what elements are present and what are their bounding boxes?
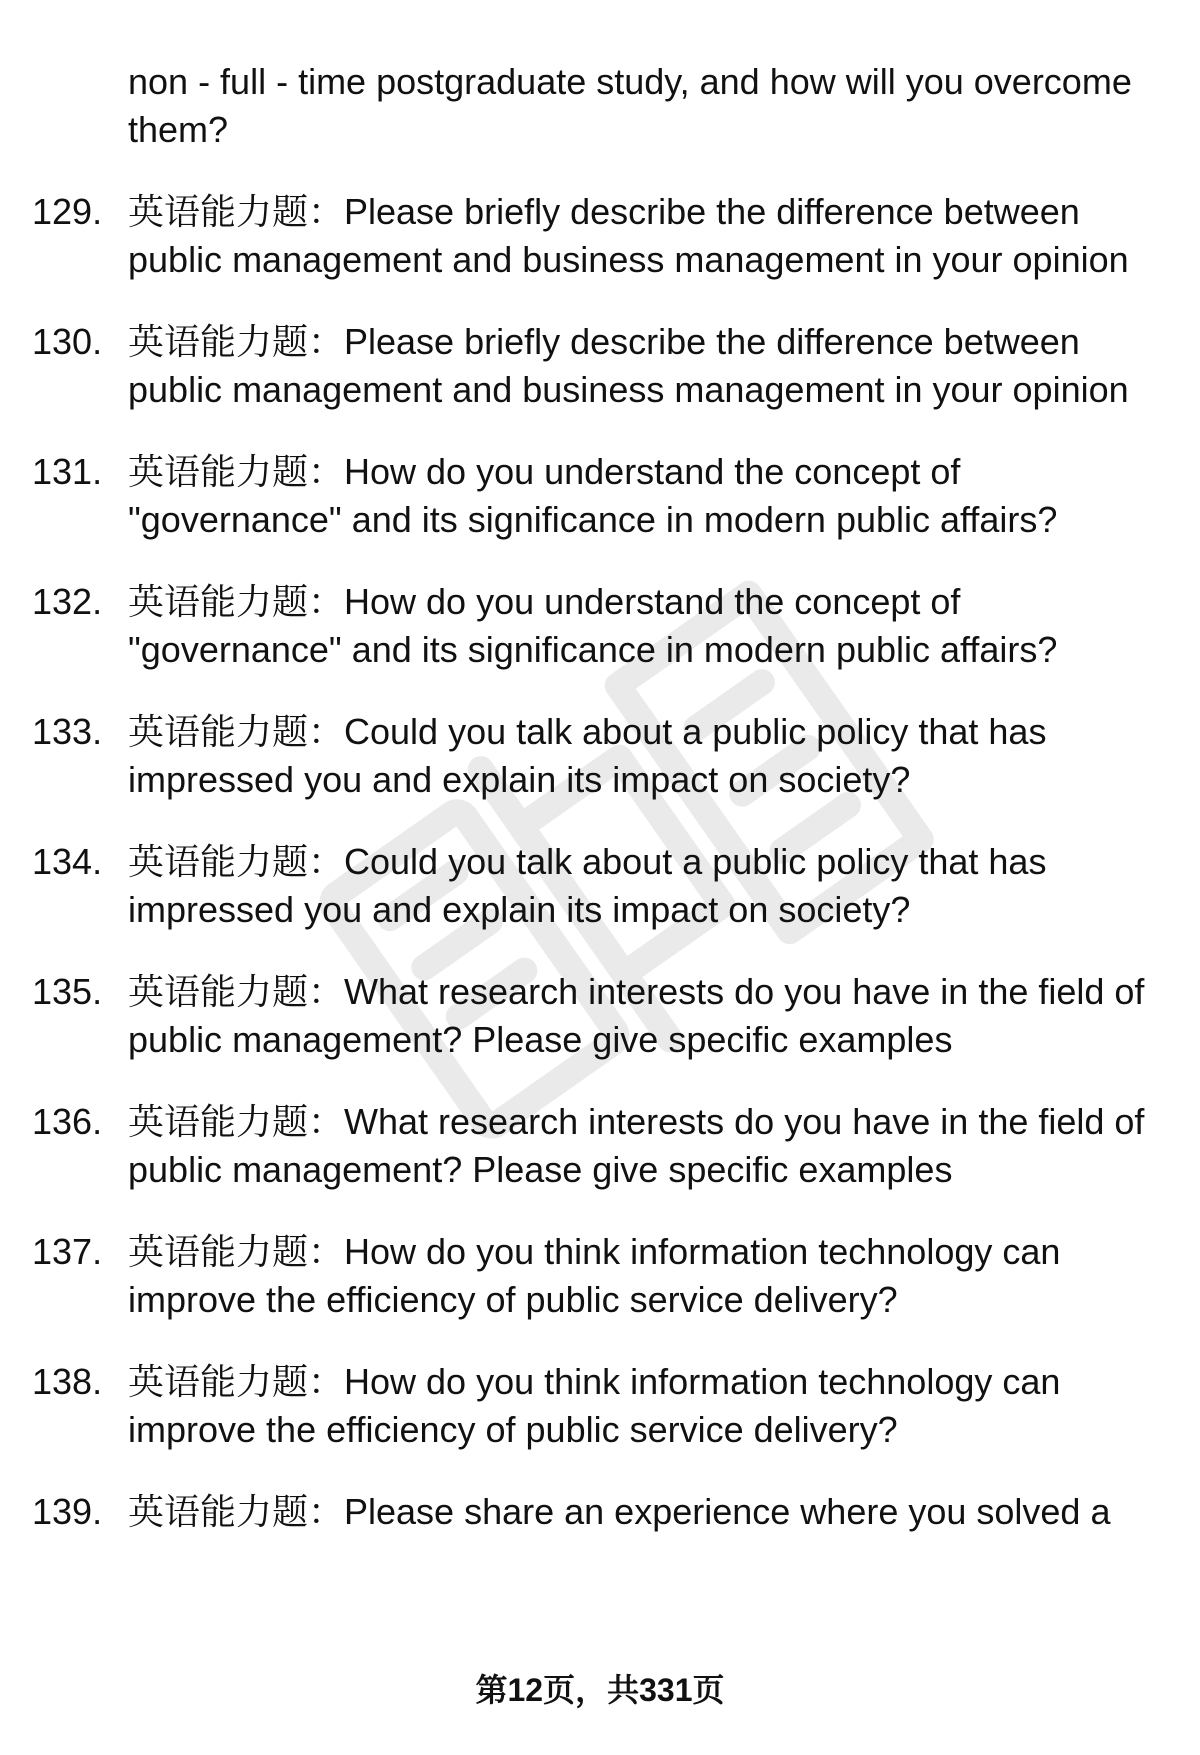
continuation-text: non - full - time postgraduate study, and how will you overcome them? [128, 61, 1132, 150]
item-number: 133. [32, 711, 103, 752]
item-number: 131. [32, 451, 103, 492]
item-text: 英语能力题：How do you understand the concept of "governance" and its significance in modern public affairs? [128, 581, 1058, 670]
item-text: 英语能力题：What research interests do you have in the field of public management? Please give specific examples [128, 1101, 1145, 1190]
item-text: 英语能力题：What research interests do you have in the field of public management? Please give specific examples [128, 971, 1145, 1060]
item-number: 132. [32, 581, 103, 622]
item-number: 130. [32, 321, 103, 362]
item-number: 137. [32, 1231, 103, 1272]
item-number: 139. [32, 1491, 103, 1532]
list-item [0, 968, 1200, 1064]
item-text: 英语能力题：How do you think information technology can improve the efficiency of public service delivery? [128, 1361, 1061, 1450]
list-item [0, 1488, 1200, 1536]
item-number: 138. [32, 1361, 103, 1402]
list-item [0, 708, 1200, 804]
item-number: 129. [32, 191, 103, 232]
list-item [0, 1358, 1200, 1454]
item-text: 英语能力题：How do you understand the concept of "governance" and its significance in modern public affairs? [128, 451, 1058, 540]
item-text: 英语能力题：Could you talk about a public policy that has impressed you and explain its impact on society? [128, 841, 1047, 930]
item-number: 135. [32, 971, 103, 1012]
item-text: 英语能力题：How do you think information technology can improve the efficiency of public service delivery? [128, 1231, 1061, 1320]
list-item [0, 838, 1200, 934]
item-text: 英语能力题：Please share an experience where you solved a [128, 1491, 1111, 1532]
item-text: 英语能力题：Could you talk about a public policy that has impressed you and explain its impact on society? [128, 711, 1047, 800]
list-item [0, 448, 1200, 544]
item-text: 英语能力题：Please briefly describe the difference between public management and business management in your opinion [128, 321, 1129, 410]
list-item [0, 1098, 1200, 1194]
item-text: 英语能力题：Please briefly describe the difference between public management and business management in your opinion [128, 191, 1129, 280]
page-footer: 第12页，共331页 [475, 1672, 725, 1708]
list-item [0, 1228, 1200, 1324]
item-number: 134. [32, 841, 103, 882]
list-item [0, 578, 1200, 674]
question-list [0, 58, 1200, 1570]
item-number: 136. [32, 1101, 103, 1142]
list-item [0, 188, 1200, 284]
list-item [0, 318, 1200, 414]
